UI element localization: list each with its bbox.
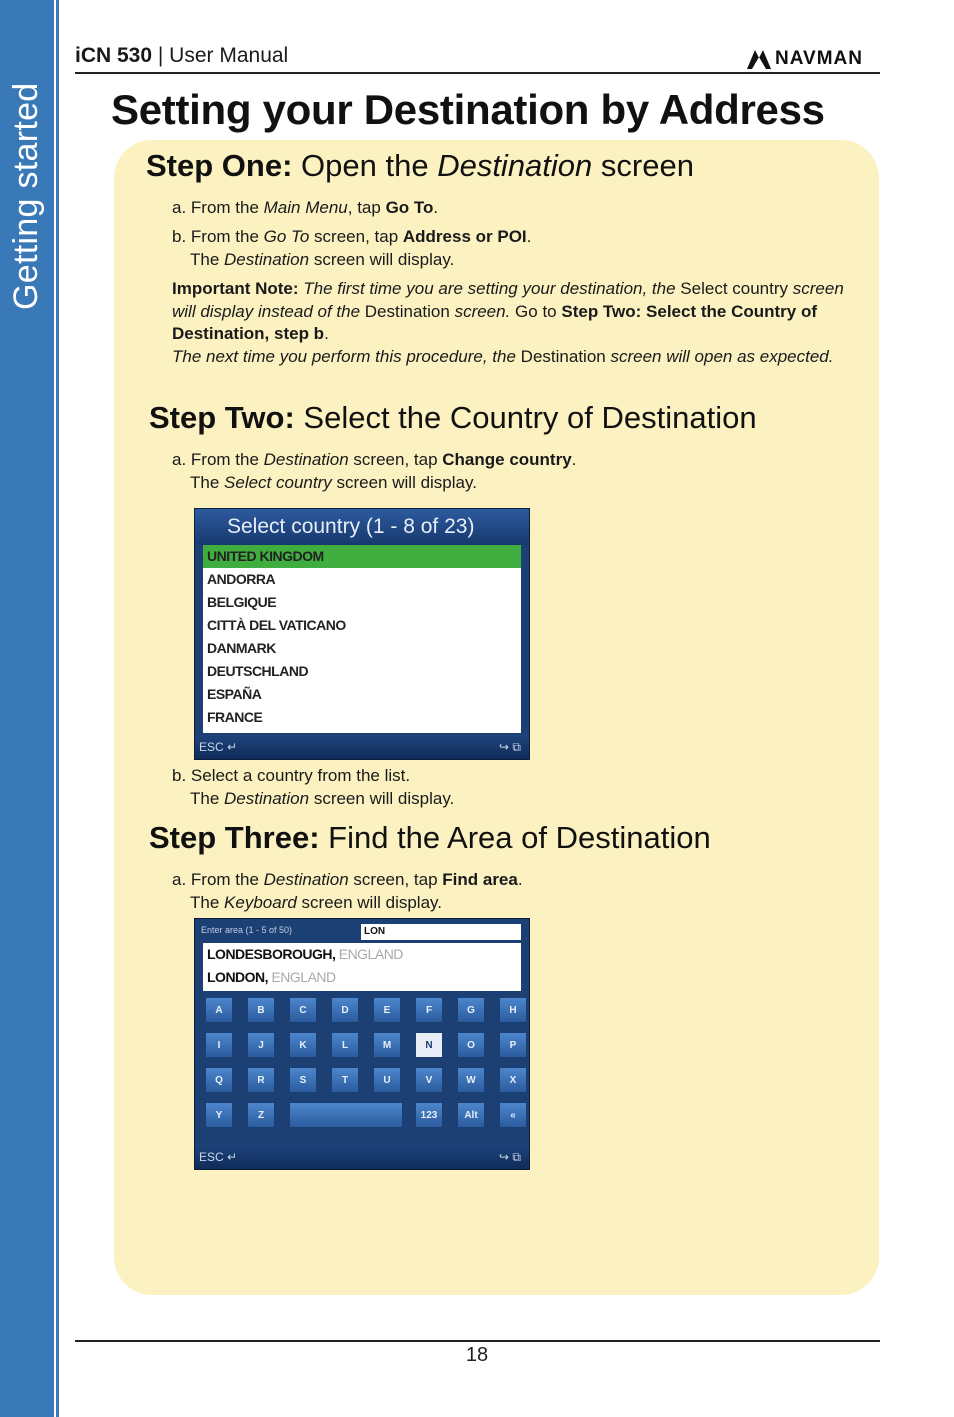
keyboard-screenshot <box>194 918 530 1170</box>
text-em: Go To <box>263 227 310 246</box>
area-name: LONDESBOROUGH, <box>207 946 336 962</box>
step-one-label: Step One: <box>146 148 293 183</box>
navman-logo <box>745 48 881 72</box>
text: a. From the <box>172 870 264 889</box>
country-item: DANMARK <box>207 640 276 656</box>
nav-icons: ↪ ⧉ <box>499 1150 521 1164</box>
area-results <box>203 943 521 991</box>
key: Z <box>247 1102 275 1128</box>
country-item: FRANCE <box>207 709 263 725</box>
note-label: Important Note: <box>172 279 299 298</box>
text: . <box>433 198 439 217</box>
select-country-title: Select country (1 - 8 of 23) <box>195 509 529 545</box>
text-em: Select country <box>224 472 332 492</box>
text: b. Select a country from the list. <box>172 766 411 785</box>
text: screen, tap <box>309 227 403 246</box>
step-three-heading <box>149 820 711 856</box>
area-result <box>203 966 521 989</box>
country-item: ANDORRA <box>207 571 276 587</box>
text-em: Keyboard <box>224 892 297 912</box>
step-two-b <box>172 765 862 810</box>
text-em: The first time you are setting your destination, the <box>298 279 681 298</box>
step-two-b-result <box>172 788 862 811</box>
key: L <box>331 1032 359 1058</box>
text-bold: Step Two: Select the Country of Destination, step b <box>172 301 817 343</box>
key: R <box>247 1067 275 1093</box>
sidebar-divider <box>56 0 59 1417</box>
step-three-text: Find the Area of Destination <box>319 820 711 855</box>
text: screen will display. <box>331 472 477 492</box>
text-em: The next time you perform this procedure, the <box>172 346 521 366</box>
key: S <box>289 1067 317 1093</box>
key: Q <box>205 1067 233 1093</box>
key: J <box>247 1032 275 1058</box>
step-one-text: Open the <box>292 148 438 183</box>
text-em: Main Menu <box>263 198 348 217</box>
text: . <box>324 324 329 343</box>
country-list <box>203 545 521 733</box>
key: P <box>499 1032 527 1058</box>
country-item: CITTÀ DEL VATICANO <box>207 617 346 633</box>
step-two-text: Select the Country of Destination <box>294 400 757 435</box>
text: a. From the <box>172 198 264 217</box>
page-number: 18 <box>465 1344 489 1366</box>
text: screen will display. <box>309 249 455 269</box>
text-bold: Go To <box>385 198 434 217</box>
key: « <box>499 1102 527 1128</box>
manual-label: User Manual <box>169 44 289 67</box>
area-country: ENGLAND <box>268 969 336 985</box>
header-separator: | <box>152 44 170 67</box>
key: B <box>247 997 275 1023</box>
step-one-b <box>172 226 862 271</box>
step-three-a-result <box>172 892 862 915</box>
brand-name: NAVMAN <box>775 48 863 69</box>
text-em: Destination <box>263 870 349 889</box>
text: . <box>517 870 523 889</box>
page-title: Setting your Destination by Address <box>111 86 825 133</box>
text-em: screen will display instead of the <box>172 279 844 321</box>
key: V <box>415 1067 443 1093</box>
text: Select country <box>680 279 789 298</box>
important-note <box>172 278 864 368</box>
text-em: screen will open as expected. <box>605 346 834 366</box>
text: . <box>571 450 577 469</box>
key: N <box>415 1032 443 1058</box>
step-one-text-end: screen <box>592 148 694 183</box>
step-two-label: Step Two: <box>149 400 295 435</box>
step-three-a <box>172 869 862 914</box>
text: The <box>190 788 225 808</box>
step-two-heading <box>149 400 757 436</box>
area-entry-label: Enter area (1 - 5 of 50) <box>201 925 293 935</box>
step-three-label: Step Three: <box>149 820 320 855</box>
country-item: UNITED KINGDOM <box>203 545 521 568</box>
key: W <box>457 1067 485 1093</box>
text-bold: Address or POI <box>402 227 527 246</box>
text: screen will display. <box>309 788 455 808</box>
text-em: Destination <box>263 450 349 469</box>
footer-rule <box>75 1340 880 1342</box>
key: 123 <box>415 1102 443 1128</box>
key: F <box>415 997 443 1023</box>
header-model <box>75 44 288 68</box>
text: . <box>526 227 532 246</box>
key: A <box>205 997 233 1023</box>
header-rule <box>75 72 880 74</box>
text: a. From the <box>172 450 264 469</box>
key: X <box>499 1067 527 1093</box>
area-country: ENGLAND <box>335 946 403 962</box>
text-em: Destination <box>224 788 310 808</box>
text-bold: Find area <box>442 870 518 889</box>
step-one-emphasis: Destination <box>437 148 593 183</box>
key: E <box>373 997 401 1023</box>
step-two-a <box>172 449 862 494</box>
sidebar <box>0 0 54 1417</box>
key: I <box>205 1032 233 1058</box>
text: screen, tap <box>348 450 443 469</box>
text: Destination <box>520 346 606 366</box>
key: D <box>331 997 359 1023</box>
text: The <box>190 892 225 912</box>
nav-icons: ↪ ⧉ <box>499 740 521 754</box>
key: C <box>289 997 317 1023</box>
navman-logo-icon <box>745 48 773 70</box>
step-one-heading <box>146 148 694 184</box>
text-bold: Change country <box>442 450 572 469</box>
key: K <box>289 1032 317 1058</box>
step-one-a <box>172 197 862 220</box>
step-one-b-result <box>172 249 862 272</box>
text: , tap <box>347 198 386 217</box>
space-key <box>289 1102 403 1128</box>
text: screen, tap <box>348 870 443 889</box>
key: Alt <box>457 1102 485 1128</box>
area-entry-field: LON <box>361 924 521 940</box>
text: Destination <box>364 301 450 321</box>
screen-footer <box>195 735 529 759</box>
area-result <box>203 943 521 966</box>
select-country-screenshot <box>194 508 530 760</box>
country-item: DEUTSCHLAND <box>207 663 309 679</box>
sidebar-section-label: Getting started <box>7 82 45 310</box>
text: The <box>190 472 225 492</box>
key: H <box>499 997 527 1023</box>
text-em: screen. <box>449 301 511 321</box>
screen-footer <box>195 1145 529 1169</box>
esc-button-label: ESC ↵ <box>199 1150 238 1164</box>
key: O <box>457 1032 485 1058</box>
step-two-a-result <box>172 472 862 495</box>
key: Y <box>205 1102 233 1128</box>
model-name: iCN 530 <box>75 44 153 67</box>
key: M <box>373 1032 401 1058</box>
key: U <box>373 1067 401 1093</box>
country-item: BELGIQUE <box>207 594 277 610</box>
text: The <box>190 249 225 269</box>
text: screen will display. <box>296 892 442 912</box>
country-item: ESPAÑA <box>207 686 262 702</box>
text: Go to <box>510 301 562 321</box>
text: b. From the <box>172 227 264 246</box>
key: G <box>457 997 485 1023</box>
esc-button-label: ESC ↵ <box>199 740 238 754</box>
area-name: LONDON, <box>207 969 269 985</box>
text-em: Destination <box>224 249 310 269</box>
key: T <box>331 1067 359 1093</box>
